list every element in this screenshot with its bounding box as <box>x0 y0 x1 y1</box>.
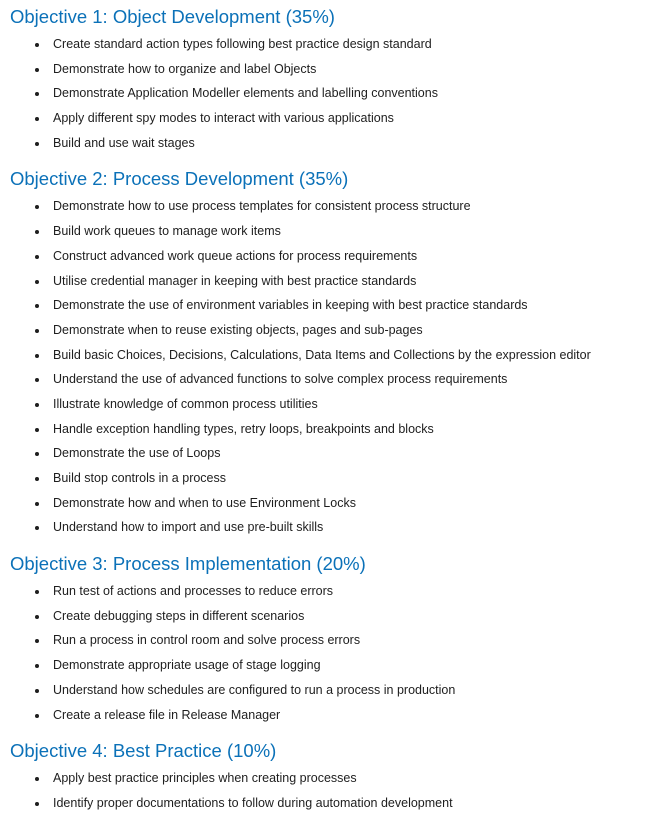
bullet-icon <box>35 92 39 96</box>
bullet-icon <box>35 452 39 456</box>
list-item <box>10 604 654 629</box>
list-item-text: Construct advanced work queue actions for process requirements <box>53 248 418 263</box>
objective-3-list <box>10 579 654 727</box>
bullet-icon <box>35 777 39 781</box>
list-item-text: Create debugging steps in different scenarios <box>53 608 305 623</box>
objective-2-section <box>10 168 654 540</box>
objective-3-section <box>10 553 654 727</box>
bullet-icon <box>35 664 39 668</box>
bullet-icon <box>35 502 39 506</box>
list-item-text: Handle exception handling types, retry loops, breakpoints and blocks <box>53 421 434 436</box>
bullet-icon <box>35 428 39 432</box>
list-item <box>10 417 654 442</box>
list-item-text: Build basic Choices, Decisions, Calculations, Data Items and Collections by the expression editor <box>53 347 591 362</box>
list-item-text: Apply different spy modes to interact with various applications <box>53 111 394 126</box>
list-item-text: Demonstrate how to organize and label Objects <box>53 61 317 76</box>
list-item-text: Demonstrate Application Modeller elements and labelling conventions <box>53 86 438 101</box>
list-item <box>10 466 654 491</box>
bullet-icon <box>35 354 39 358</box>
list-item <box>10 269 654 294</box>
list-item-text: Build and use wait stages <box>53 135 195 150</box>
list-item <box>10 653 654 678</box>
bullet-icon <box>35 255 39 259</box>
list-item <box>10 194 654 219</box>
objective-1-heading: Objective 1: Object Development (35%) <box>10 6 335 27</box>
list-item-text: Apply best practice principles when creating processes <box>53 771 357 786</box>
bullet-icon <box>35 526 39 530</box>
bullet-icon <box>35 802 39 806</box>
bullet-icon <box>35 639 39 643</box>
list-item-text: Run a process in control room and solve process errors <box>53 633 361 648</box>
objective-2-heading: Objective 2: Process Development (35%) <box>10 168 349 190</box>
list-item <box>10 219 654 244</box>
list-item <box>10 244 654 269</box>
list-item <box>10 703 654 728</box>
bullet-icon <box>35 477 39 481</box>
list-item-text: Identify proper documentations to follow during automation development <box>53 795 453 810</box>
bullet-icon <box>35 689 39 693</box>
list-item <box>10 106 654 131</box>
bullet-icon <box>35 117 39 121</box>
list-item-text: Create a release file in Release Manager <box>53 707 281 722</box>
bullet-icon <box>35 68 39 72</box>
bullet-icon <box>35 280 39 284</box>
list-item-text: Build stop controls in a process <box>53 471 227 485</box>
list-item <box>10 81 654 106</box>
bullet-icon <box>35 205 39 209</box>
objective-4-section <box>10 740 654 815</box>
list-item <box>10 515 654 540</box>
bullet-icon <box>35 590 39 594</box>
list-item <box>10 392 654 417</box>
bullet-icon <box>35 378 39 382</box>
list-item <box>10 766 654 791</box>
objective-3-heading: Objective 3: Process Implementation (20%) <box>10 553 366 575</box>
list-item <box>10 367 654 392</box>
list-item-text: Demonstrate appropriate usage of stage logging <box>53 658 321 673</box>
bullet-icon <box>35 615 39 619</box>
bullet-icon <box>35 43 39 47</box>
list-item <box>10 678 654 703</box>
objective-2-list <box>10 194 654 540</box>
list-item-text: Demonstrate how and when to use Environment Locks <box>53 495 356 510</box>
objective-4-heading: Objective 4: Best Practice (10%) <box>10 740 277 762</box>
list-item <box>10 293 654 318</box>
objective-1-section <box>10 6 654 155</box>
bullet-icon <box>35 142 39 146</box>
list-item-text: Understand how to import and use pre-built skills <box>53 520 324 535</box>
list-item-text: Understand how schedules are configured to run a process in production <box>53 682 456 697</box>
objective-1-list <box>10 32 654 155</box>
bullet-icon <box>35 329 39 333</box>
list-item-text: Demonstrate the use of environment variables in keeping with best practice standards <box>53 298 528 313</box>
list-item-text: Demonstrate when to reuse existing objects, pages and sub-pages <box>53 322 423 337</box>
list-item <box>10 628 654 653</box>
bullet-icon <box>35 230 39 234</box>
list-item-text: Demonstrate how to use process templates for consistent process structure <box>53 199 471 214</box>
list-item <box>10 32 654 57</box>
list-item <box>10 57 654 82</box>
bullet-icon <box>35 403 39 407</box>
list-item-text: Utilise credential manager in keeping with best practice standards <box>53 273 417 288</box>
list-item-text: Illustrate knowledge of common process utilities <box>53 396 318 411</box>
list-item-text: Run test of actions and processes to reduce errors <box>53 584 334 599</box>
list-item <box>10 131 654 156</box>
list-item <box>10 491 654 516</box>
list-item <box>10 318 654 343</box>
list-item-text: Create standard action types following best practice design standard <box>53 37 432 51</box>
list-item <box>10 441 654 466</box>
bullet-icon <box>35 714 39 718</box>
list-item-text: Build work queues to manage work items <box>53 224 281 239</box>
list-item <box>10 579 654 604</box>
objective-4-list <box>10 766 654 815</box>
list-item-text: Demonstrate the use of Loops <box>53 446 221 461</box>
list-item <box>10 343 654 368</box>
list-item <box>10 791 654 816</box>
list-item-text: Understand the use of advanced functions to solve complex process requirements <box>53 372 508 387</box>
bullet-icon <box>35 304 39 308</box>
